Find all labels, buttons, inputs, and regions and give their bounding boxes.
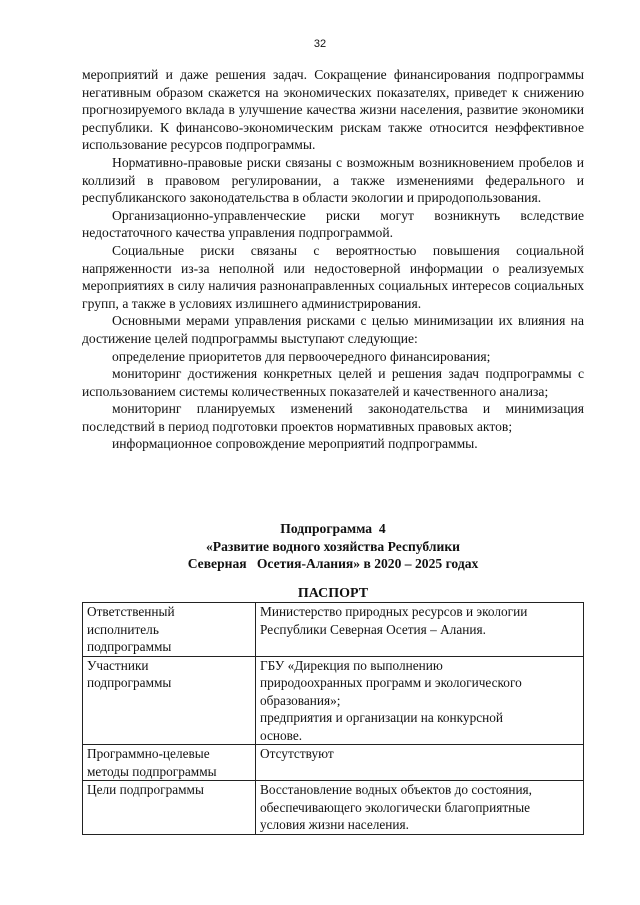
table-row [83,656,584,745]
row-label-line: Программно-целевые [87,746,210,761]
paragraph-3: Организационно-управленческие риски могут возникнуть вследствие недостаточного качества управления подпрограммой. [82,207,584,241]
paragraph-4: Социальные риски связаны с вероятностью повышения социальной напряженности из-за неполной или недостоверной информации о реализуемых мероприятиях в силу наличия разнонаправленных социальных интересов социальных групп, а также в условиях излишнего администрирования. [82,242,584,311]
row-label-line: Цели подпрограммы [87,782,204,797]
subprogram-heading [82,520,584,573]
row-label-cell [83,656,256,745]
heading-line-2: «Развитие водного хозяйства Республики [205,538,461,554]
heading-line-1: Подпрограмма 4 [280,521,386,536]
row-value-line: ГБУ «Дирекция по выполнению [260,657,443,673]
row-label-line: Участники [87,657,149,673]
row-label-line: Ответственный [87,604,175,619]
row-value-line: образования»; [260,692,341,708]
row-value-cell [256,781,584,835]
row-value-cell [256,745,584,781]
row-label-cell [83,603,256,657]
paragraph-9: информационное сопровождение мероприятий подпрограммы. [112,436,478,452]
row-value-line: Отсутствуют [260,746,334,761]
row-value-line: основе. [260,727,303,743]
passport-title: ПАСПОРТ [297,586,369,601]
row-label-line: подпрограммы [87,675,172,690]
paragraph-7: мониторинг достижения конкретных целей и решения задач подпрограммы с использованием системы количественных показателей и качественного анализа; [82,366,584,399]
heading-line-3: Северная Осетия-Алания» в 2020 – 2025 годах [187,556,479,571]
table-row [83,603,584,657]
row-label-line: исполнитель [87,621,159,637]
row-label-line: методы подпрограммы [87,763,217,779]
table-row [83,781,584,835]
row-value-line: условия жизни населения. [260,817,409,832]
table-row [83,745,584,781]
row-value-line: Восстановление водных объектов до состояния, [260,782,533,797]
row-label-cell [83,781,256,835]
paragraph-1: мероприятий и даже решения задач. Сокращение финансирования подпрограммы негативным образом скажется на экономических показателях, приведет к снижению прогнозируемого вклада в улучшение качества жизни населения, развитие экономики республики. К финансово-экономическим рискам также относится неэффективное использование ресурсов подпрограммы. [82,67,584,153]
paragraph-2: Нормативно-правовые риски связаны с возможным возникновением пробелов и коллизий в правовом регулировании, а также изменениями федерального и республиканского законодательства в области экологии и природопользования. [82,154,584,206]
row-value-line: предприятия и организации на конкурсной [260,710,504,725]
row-value-line: обеспечивающего экологически благоприятные [260,799,531,815]
row-value-cell [256,603,584,657]
paragraph-5: Основными мерами управления рисками с целью минимизации их влияния на достижение целей подпрограммы выступают следующие: [82,313,584,346]
row-value-line: Министерство природных ресурсов и экологии [260,604,528,619]
row-label-line: подпрограммы [87,639,172,654]
row-value-line: природоохранных программ и экологического [260,675,522,690]
row-label-cell [83,745,256,781]
row-value-line: Республики Северная Осетия – Алания. [260,621,486,637]
page-number: 32 [313,38,327,50]
body-text [82,66,584,453]
row-value-cell [256,656,584,745]
paragraph-6: определение приоритетов для первоочередного финансирования; [112,348,491,364]
passport-table [82,602,584,835]
paragraph-8: мониторинг планируемых изменений законодательства и минимизация последствий в период подготовки проектов нормативных правовых актов; [82,401,584,434]
